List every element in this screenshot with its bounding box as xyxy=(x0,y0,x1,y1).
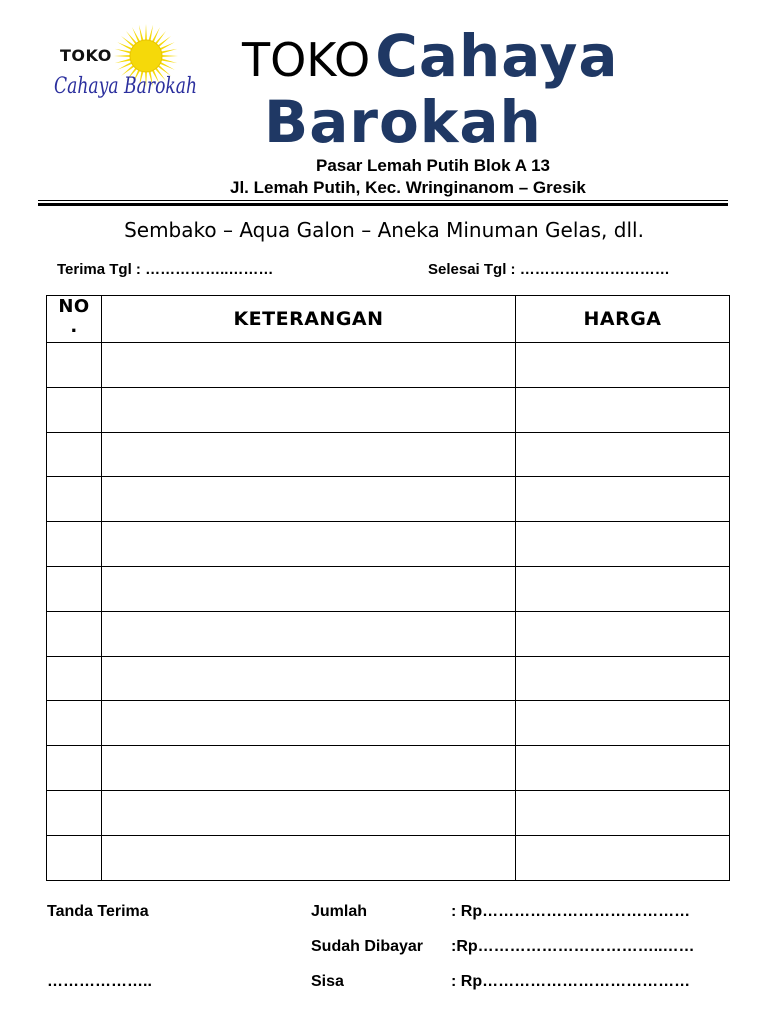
title-cahaya: Cahaya xyxy=(375,22,619,90)
sun-ray xyxy=(121,36,135,48)
received-date-field: Terima Tgl : ……………..……… xyxy=(57,261,274,278)
tagline: Sembako – Aqua Galon – Aneka Minuman Gelas, dll. xyxy=(124,218,644,242)
jumlah-value: : Rp………………………………… xyxy=(451,903,691,920)
cell-keterangan xyxy=(102,701,516,746)
sun-ray xyxy=(148,25,153,42)
table-row xyxy=(47,387,730,432)
cell-keterangan xyxy=(102,566,516,611)
sudah-dibayar-label: Sudah Dibayar xyxy=(311,938,424,955)
cell-no xyxy=(47,522,102,567)
table-row xyxy=(47,432,730,477)
table-body xyxy=(47,343,730,881)
address-line2: Jl. Lemah Putih, Kec. Wringinanom – Gresik xyxy=(230,178,586,197)
cell-harga xyxy=(516,522,730,567)
cell-no xyxy=(47,656,102,701)
header-no xyxy=(47,296,102,343)
cell-no xyxy=(47,701,102,746)
table-row xyxy=(47,746,730,791)
cell-no xyxy=(47,835,102,880)
sun-ray xyxy=(145,24,147,41)
tanda-terima-label: Tanda Terima xyxy=(47,903,149,920)
store-logo xyxy=(48,20,198,112)
cell-keterangan xyxy=(102,656,516,701)
table-row xyxy=(47,790,730,835)
title-toko: TOKO xyxy=(242,33,371,87)
cell-keterangan xyxy=(102,835,516,880)
title-barokah: Barokah xyxy=(264,88,542,156)
cell-harga xyxy=(516,701,730,746)
cell-no xyxy=(47,387,102,432)
cell-no xyxy=(47,746,102,791)
cell-harga xyxy=(516,835,730,880)
cell-no xyxy=(47,611,102,656)
header-no-line2: . xyxy=(70,316,78,337)
cell-keterangan xyxy=(102,522,516,567)
header-harga: HARGA xyxy=(516,296,730,343)
cell-keterangan xyxy=(102,432,516,477)
cell-harga xyxy=(516,566,730,611)
cell-harga xyxy=(516,477,730,522)
header-divider-thin xyxy=(38,200,728,201)
table-row xyxy=(47,835,730,880)
sun-ray xyxy=(115,49,132,54)
cell-keterangan xyxy=(102,611,516,656)
cell-harga xyxy=(516,790,730,835)
table-row xyxy=(47,566,730,611)
store-title-line1 xyxy=(242,22,619,90)
header-no-line1: NO xyxy=(58,296,90,317)
cell-no xyxy=(47,566,102,611)
sun-ray xyxy=(126,31,138,45)
table-row xyxy=(47,522,730,567)
table-row xyxy=(47,611,730,656)
items-table xyxy=(46,295,730,881)
cell-harga xyxy=(516,343,730,388)
address-line1: Pasar Lemah Putih Blok A 13 xyxy=(316,156,550,175)
sun-ray xyxy=(161,55,178,57)
sun-ray xyxy=(139,25,144,42)
logo-toko-text: TOKO xyxy=(60,46,112,65)
cell-keterangan xyxy=(102,387,516,432)
sudah-dibayar-value: :Rp……………………………..…… xyxy=(451,938,695,955)
sisa-value: : Rp………………………………… xyxy=(451,973,691,990)
signature-line: ……………….. xyxy=(47,973,152,990)
cell-harga xyxy=(516,611,730,656)
cell-no xyxy=(47,432,102,477)
cell-keterangan xyxy=(102,790,516,835)
completed-date-field: Selesai Tgl : ………………………… xyxy=(428,261,670,278)
logo-script-text: Cahaya Barokah xyxy=(54,74,198,99)
sun-ray xyxy=(160,58,177,63)
cell-no xyxy=(47,477,102,522)
table-row xyxy=(47,656,730,701)
table-row xyxy=(47,477,730,522)
sisa-label: Sisa xyxy=(311,973,344,990)
cell-keterangan xyxy=(102,343,516,388)
cell-keterangan xyxy=(102,477,516,522)
table-row xyxy=(47,343,730,388)
cell-harga xyxy=(516,387,730,432)
sun-ray xyxy=(160,49,177,54)
cell-no xyxy=(47,790,102,835)
header-divider-thick xyxy=(38,203,728,206)
jumlah-label: Jumlah xyxy=(311,903,368,920)
sun-ray xyxy=(114,55,131,57)
table-row xyxy=(47,701,730,746)
cell-no xyxy=(47,343,102,388)
sun-ray xyxy=(115,58,132,63)
table-header-row xyxy=(47,296,730,343)
cell-keterangan xyxy=(102,746,516,791)
cell-harga xyxy=(516,656,730,701)
header-keterangan: KETERANGAN xyxy=(102,296,516,343)
sun-ray xyxy=(155,31,167,45)
sun-ray xyxy=(157,36,171,48)
cell-harga xyxy=(516,432,730,477)
cell-harga xyxy=(516,746,730,791)
